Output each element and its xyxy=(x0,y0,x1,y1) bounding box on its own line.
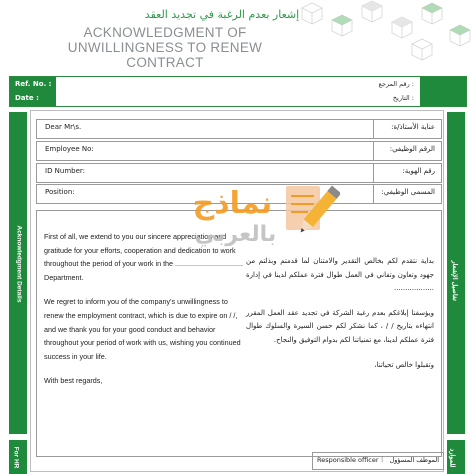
watermark-line-2: بالعربي xyxy=(194,222,277,247)
field-label-ar: الرقم الوظيفي: xyxy=(389,145,435,153)
hr-label-ar: للموارد xyxy=(448,448,456,468)
field-label-ar: المسمى الوظيفي: xyxy=(381,188,435,196)
responsible-officer-label: Responsible officer xyxy=(317,456,379,464)
field-divider xyxy=(373,142,374,160)
title-line: CONTRACT xyxy=(126,55,204,70)
date-label-ar: : التاريخ xyxy=(392,94,414,102)
field-label-en: Dear Mr\s. xyxy=(45,123,82,131)
paragraph: With best regards, xyxy=(44,376,103,386)
letter-body-english xyxy=(44,230,246,399)
field-label-ar: عناية الأستاذ/ة: xyxy=(391,123,435,131)
title-english xyxy=(40,25,290,70)
title-arabic: إشعار بعدم الرغبة في تجديد العقد xyxy=(144,8,300,21)
field-employee-no[interactable] xyxy=(36,141,442,161)
paragraph: بداية نتقدم لكم بخالص التقدير والامتنان لما قدمتم وبذلتم من جهود وتعاون وتفاني في العمل طوال فترة عملكم لدينا في إدارة .................. xyxy=(246,257,434,293)
title-line: ACKNOWLEDGMENT OF xyxy=(83,25,247,40)
for-hr-label: For HR xyxy=(12,446,20,469)
decorative-cube-pattern xyxy=(292,0,474,62)
responsible-officer-field[interactable] xyxy=(312,452,444,470)
field-label-en: Employee No: xyxy=(45,145,94,153)
field-divider xyxy=(373,120,374,138)
title-line: UNWILLINGNESS TO RENEW xyxy=(67,40,263,55)
ref-no-label: Ref. No. : xyxy=(15,80,52,88)
notice-details-label-ar: تفاصيل الإشعار xyxy=(451,260,458,301)
field-label-ar: رقم الهوية: xyxy=(402,167,435,175)
acknowledgment-details-label: Acknowledgment Details xyxy=(15,225,23,303)
field-dear[interactable] xyxy=(36,119,442,139)
watermark-line-1: نماذج xyxy=(192,186,273,221)
responsible-officer-label-ar: الموظف المسؤول xyxy=(389,456,439,464)
field-divider xyxy=(373,185,374,203)
date-label: Date : xyxy=(15,94,39,102)
letter-body-arabic xyxy=(246,255,434,383)
field-divider xyxy=(373,164,374,182)
watermark-logo xyxy=(180,178,340,253)
ref-no-label-ar: : رقم المرجع xyxy=(378,80,414,88)
right-bottom-bar xyxy=(447,440,465,474)
paragraph: وتقبلوا خالص تحياتنا، xyxy=(374,360,434,369)
left-side-bar xyxy=(9,112,27,434)
field-label-en: ID Number: xyxy=(45,167,86,175)
left-bottom-bar xyxy=(9,440,27,474)
paragraph: ويؤسفنا إبلاغكم بعدم رغبة الشركة في تجديد عقد العمل المقرر انتهاءه بتاريخ / / ، كما نشكر لكم حسن السيرة والسلوك طوال فترة عملكم لدينا، مع تمنياتنا لكم بدوام التوفيق والنجاح. xyxy=(246,308,434,344)
ref-label-cell-ar xyxy=(420,77,466,106)
field-label-en: Position: xyxy=(45,188,75,196)
pencil-document-icon xyxy=(280,178,340,248)
separator: | xyxy=(381,455,384,463)
reference-bar xyxy=(9,76,467,107)
paragraph: First of all, we extend to you our sincere appreciation and gratitude for your efforts, cooperation and dedication to work throughout the period of your work in the .................................. Department. xyxy=(44,232,243,282)
right-side-bar xyxy=(447,112,465,434)
paragraph: We regret to inform you of the company's unwillingness to renew the employment contract, which is due to expire on / /, and we thank you for your good conduct and behavior throughout your period of work with us, wishing you continued success in your life. xyxy=(44,297,241,361)
